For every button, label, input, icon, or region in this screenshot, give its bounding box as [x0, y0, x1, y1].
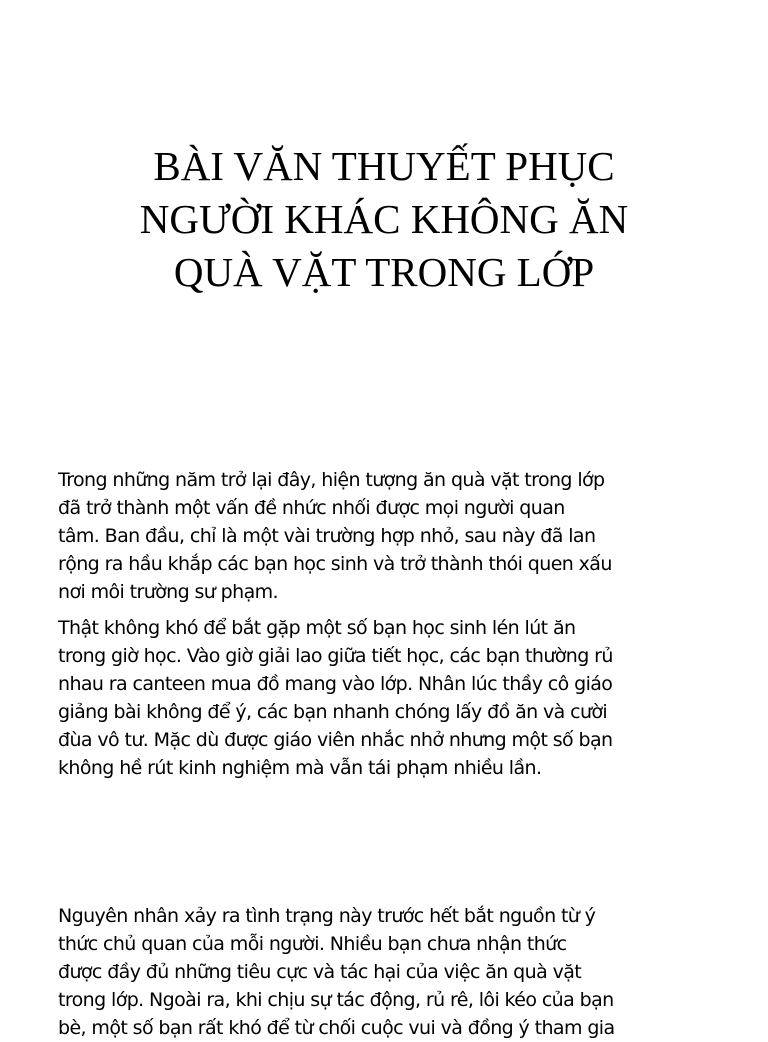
paragraph-line: Trong những năm trở lại đây, hiện tượng ăn quà vặt trong lớp	[58, 469, 605, 491]
paragraph-intro	[58, 466, 748, 606]
paragraph-line: Nguyên nhân xảy ra tình trạng này trước hết bắt nguồn từ ý	[58, 905, 596, 927]
title-line: NGƯỜI KHÁC KHÔNG ĂN	[139, 196, 629, 242]
document-title	[60, 140, 708, 299]
paragraph-situation	[58, 614, 748, 782]
paragraph-line: đã trở thành một vấn đề nhức nhối được mọi người quan	[58, 497, 565, 519]
paragraph-line: nơi môi trường sư phạm.	[58, 581, 278, 603]
paragraph-line: Thật không khó để bắt gặp một số bạn học sinh lén lút ăn	[58, 617, 576, 639]
paragraph-line: rộng ra hầu khắp các bạn học sinh và trở thành thói quen xấu	[58, 553, 612, 575]
paragraph-line: bè, một số bạn rất khó để từ chối cuộc vui và đồng ý tham gia	[58, 1017, 615, 1039]
paragraph-line: thức chủ quan của mỗi người. Nhiều bạn chưa nhận thức	[58, 933, 567, 955]
paragraph-line: không hề rút kinh nghiệm mà vẫn tái phạm nhiều lần.	[58, 757, 542, 779]
title-line: BÀI VĂN THUYẾT PHỤC	[153, 143, 615, 189]
paragraph-causes	[58, 902, 748, 1042]
paragraph-line: trong giờ học. Vào giờ giải lao giữa tiết học, các bạn thường rủ	[58, 645, 613, 667]
paragraph-line: nhau ra canteen mua đồ mang vào lớp. Nhân lúc thầy cô giáo	[58, 673, 613, 695]
paragraph-line: đùa vô tư. Mặc dù được giáo viên nhắc nhở nhưng một số bạn	[58, 729, 613, 751]
paragraph-line: giảng bài không để ý, các bạn nhanh chóng lấy đồ ăn và cười	[58, 701, 608, 723]
paragraph-line: tâm. Ban đầu, chỉ là một vài trường hợp nhỏ, sau này đã lan	[58, 525, 596, 547]
paragraph-line: trong lớp. Ngoài ra, khi chịu sự tác động, rủ rê, lôi kéo của bạn	[58, 989, 614, 1011]
paragraph-line: được đầy đủ những tiêu cực và tác hại của việc ăn quà vặt	[58, 961, 582, 983]
title-line: QUÀ VẶT TRONG LỚP	[173, 249, 595, 295]
